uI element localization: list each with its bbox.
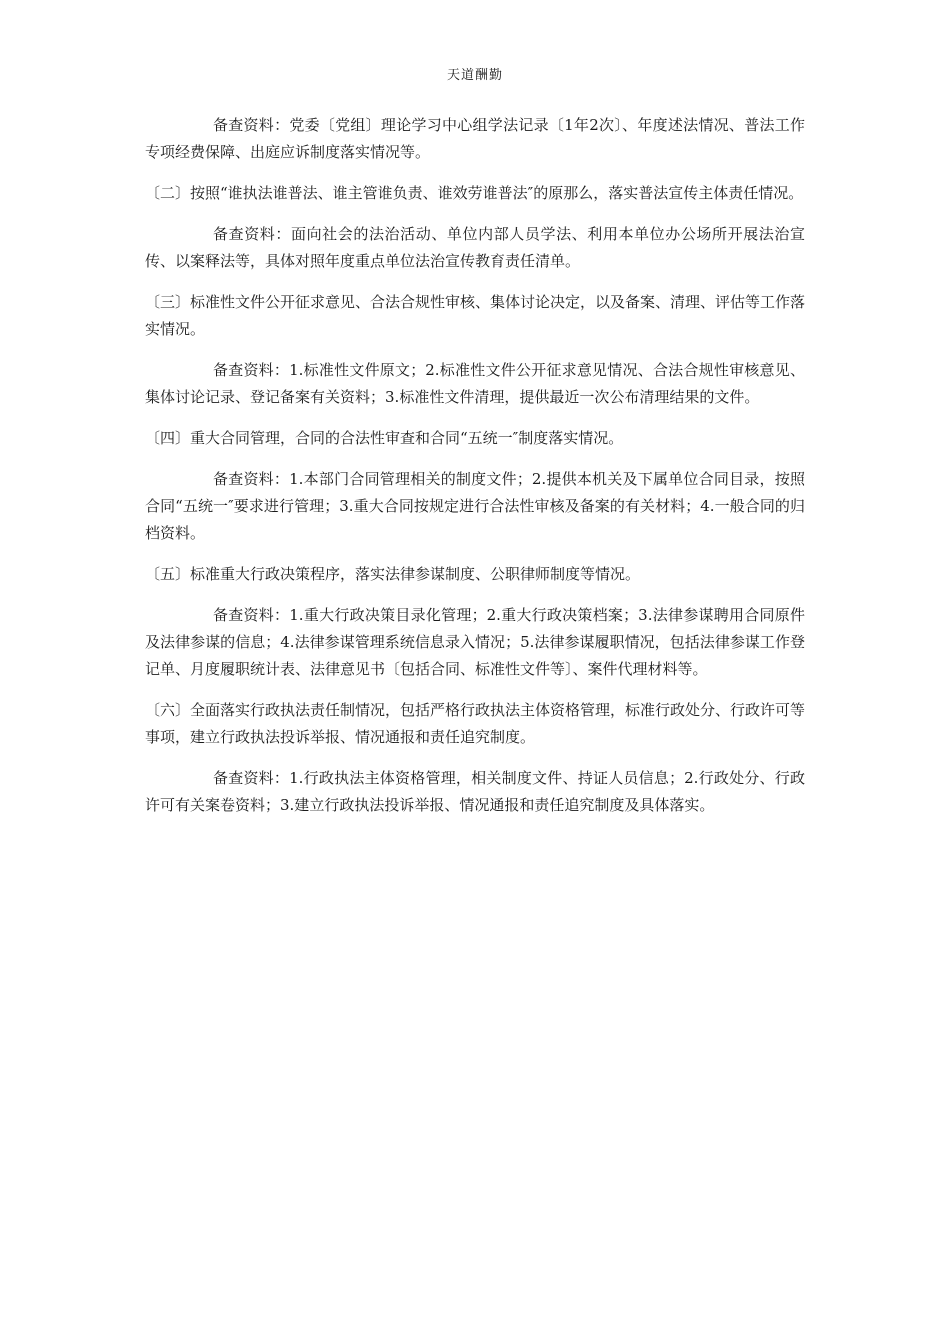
- paragraph-item: 〔二〕按照“谁执法谁普法、谁主管谁负责、谁效劳谁普法″的原那么，落实普法宣传主体责任情况。: [145, 184, 804, 202]
- page-header: 天道酬勤: [446, 68, 503, 83]
- paragraph-material: 备查资料：面向社会的法治活动、单位内部人员学法、利用本单位办公场所开展法治宣传、以案释法等，具体对照年度重点单位法治宣传教育责任清单。: [145, 225, 805, 270]
- paragraph-item: 〔三〕标准性文件公开征求意见、合法合规性审核、集体讨论决定，以及备案、清理、评估等工作落实情况。: [145, 293, 806, 338]
- paragraph-material: 备查资料：1.重大行政决策目录化管理；2.重大行政决策档案；3.法律参谋聘用合同原件及法律参谋的信息；4.法律参谋管理系统信息录入情况；5.法律参谋履职情况，包括法律参谋工作登记单、月度履职统计表、法律意见书〔包括合同、标准性文件等〕、案件代理材料等。: [145, 606, 805, 678]
- paragraph-material: 备查资料：1.本部门合同管理相关的制度文件；2.提供本机关及下属单位合同目录，按照合同“五统一″要求进行管理；3.重大合同按规定进行合法性审核及备案的有关材料；4.一般合同的归档资料。: [145, 470, 805, 542]
- paragraph-item: 〔六〕全面落实行政执法责任制情况，包括严格行政执法主体资格管理，标准行政处分、行政许可等事项，建立行政执法投诉举报、情况通报和责任追究制度。: [145, 701, 806, 746]
- paragraph-material: 备查资料：1.标准性文件原文；2.标准性文件公开征求意见情况、合法合规性审核意见、集体讨论记录、登记备案有关资料；3.标准性文件清理，提供最近一次公布清理结果的文件。: [145, 361, 805, 406]
- paragraph-item: 〔四〕重大合同管理，合同的合法性审查和合同“五统一″制度落实情况。: [145, 429, 624, 447]
- document-body: [145, 112, 805, 833]
- paragraph-material: 备查资料：1.行政执法主体资格管理，相关制度文件、持证人员信息；2.行政处分、行政许可有关案卷资料；3.建立行政执法投诉举报、情况通报和责任追究制度及具体落实。: [145, 769, 805, 814]
- paragraph-item: 〔五〕标准重大行政决策程序，落实法律参谋制度、公职律师制度等情况。: [145, 565, 641, 583]
- paragraph-material: 备查资料：党委〔党组〕理论学习中心组学法记录〔1年2次〕、年度述法情况、普法工作专项经费保障、出庭应诉制度落实情况等。: [145, 116, 805, 161]
